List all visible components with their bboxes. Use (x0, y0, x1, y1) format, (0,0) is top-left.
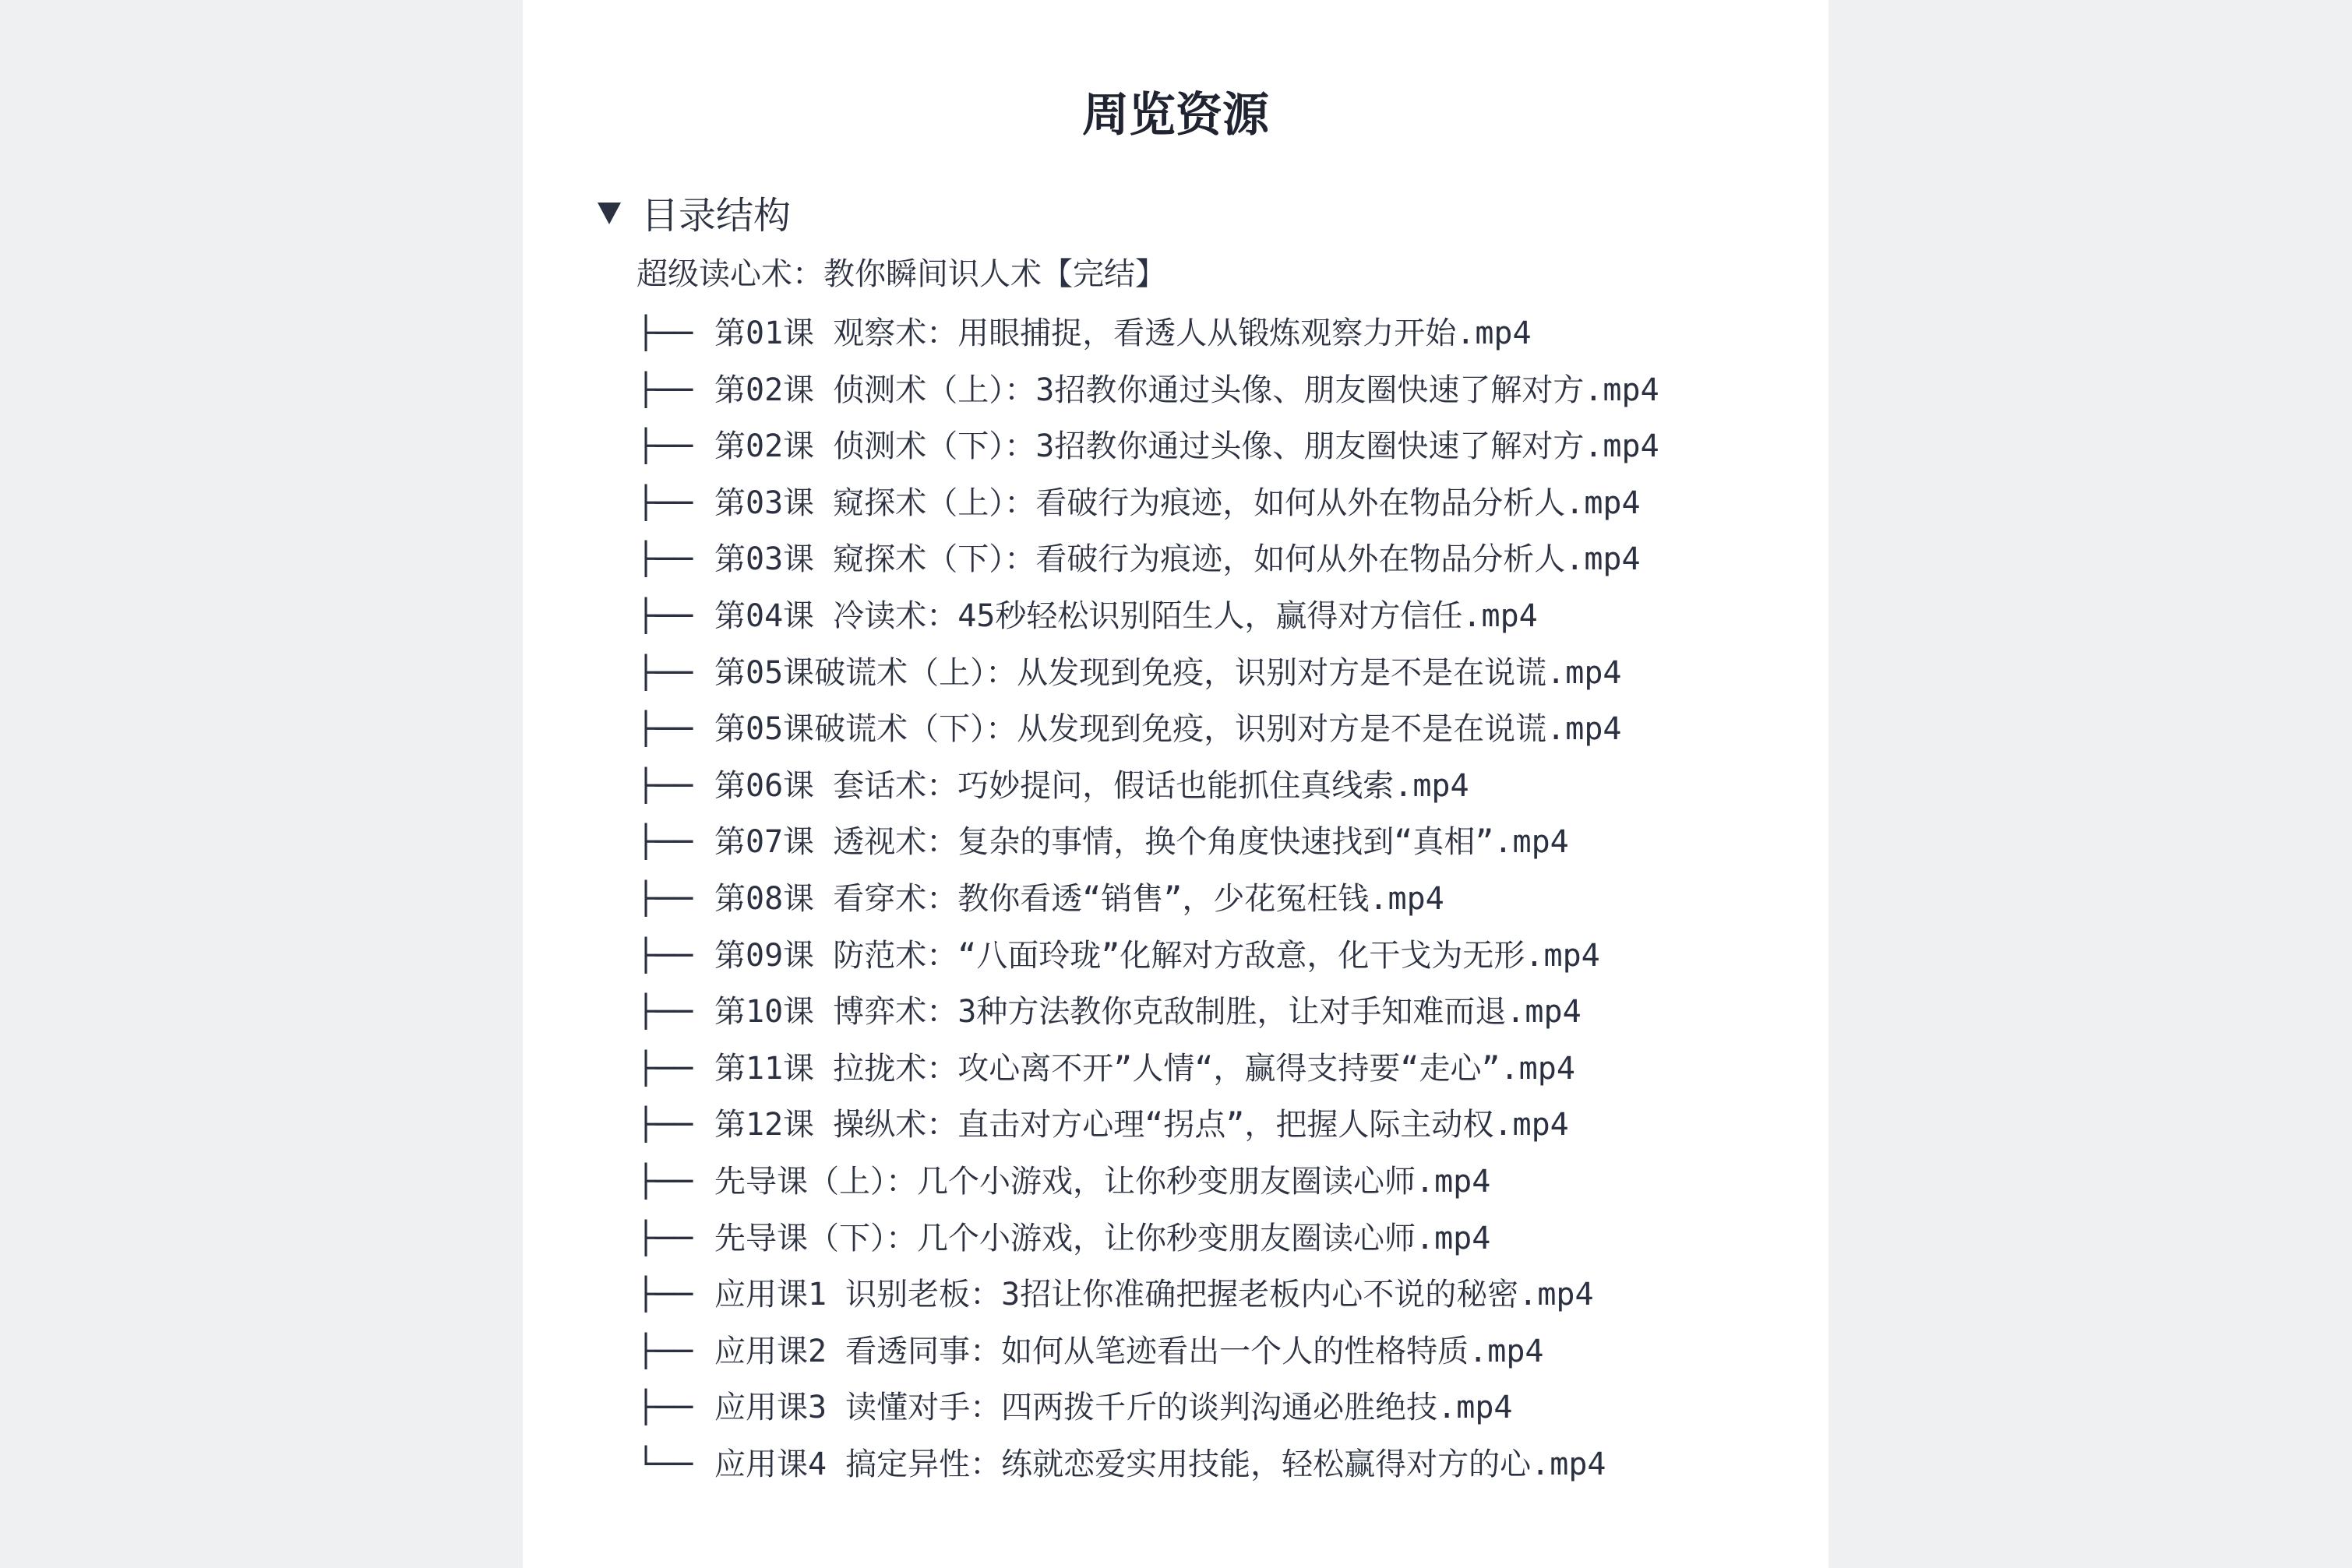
tree-branch-connector: ├── (636, 880, 693, 917)
tree-file-item[interactable] (636, 871, 1659, 928)
tree-file-item[interactable] (636, 758, 1659, 815)
file-name: 第07课 透视术：复杂的事情，换个角度快速找到“真相”.mp4 (714, 824, 1569, 861)
file-name: 先导课（下）：几个小游戏，让你秒变朋友圈读心师.mp4 (714, 1220, 1491, 1256)
tree-file-item[interactable] (636, 588, 1659, 645)
tree-branch-connector: ├── (636, 937, 693, 974)
tree-file-item[interactable] (636, 1154, 1659, 1210)
tree-file-item[interactable] (636, 1097, 1659, 1154)
file-name: 第01课 观察术：用眼捕捉，看透人从锻炼观察力开始.mp4 (714, 315, 1532, 351)
file-tree (636, 305, 1659, 1492)
tree-branch-connector: ├── (636, 1220, 693, 1256)
file-name: 应用课1 识别老板：3招让你准确把握老板内心不说的秘密.mp4 (714, 1277, 1594, 1313)
tree-branch-connector: ├── (636, 1050, 693, 1087)
file-name: 第08课 看穿术：教你看透“销售”，少花冤枉钱.mp4 (714, 880, 1444, 917)
file-name: 第03课 窥探术（下）：看破行为痕迹，如何从外在物品分析人.mp4 (714, 541, 1641, 578)
tree-file-item[interactable] (636, 928, 1659, 985)
page-title: 周览资源 (1082, 88, 1269, 143)
file-name: 第05课破谎术（上）：从发现到免疫，识别对方是不是在说谎.mp4 (714, 654, 1622, 691)
tree-branch-connector: ├── (636, 541, 693, 578)
tree-branch-connector: ├── (636, 428, 693, 465)
content-card (523, 0, 1828, 1568)
file-name: 先导课（上）：几个小游戏，让你秒变朋友圈读心师.mp4 (714, 1163, 1491, 1200)
tree-file-item[interactable] (636, 1323, 1659, 1380)
tree-file-item[interactable] (636, 1210, 1659, 1267)
file-name: 第10课 博弈术：3种方法教你克敌制胜，让对手知难而退.mp4 (714, 994, 1582, 1031)
tree-file-item[interactable] (636, 362, 1659, 419)
tree-file-item[interactable] (636, 645, 1659, 702)
tree-file-item[interactable] (636, 814, 1659, 871)
tree-branch-connector: ├── (636, 1333, 693, 1369)
tree-branch-connector: ├── (636, 1390, 693, 1426)
caret-down-icon (598, 203, 621, 224)
tree-file-item[interactable] (636, 984, 1659, 1041)
file-name: 第02课 侦测术（下）：3招教你通过头像、朋友圈快速了解对方.mp4 (714, 428, 1659, 465)
tree-branch-connector: ├── (636, 767, 693, 804)
file-name: 第02课 侦测术（上）：3招教你通过头像、朋友圈快速了解对方.mp4 (714, 372, 1659, 408)
tree-branch-connector: └── (636, 1446, 693, 1482)
tree-branch-connector: ├── (636, 1107, 693, 1143)
file-name: 第11课 拉拢术：攻心离不开”人情“，赢得支持要“走心”.mp4 (714, 1050, 1575, 1087)
tree-branch-connector: ├── (636, 654, 693, 691)
file-name: 第04课 冷读术：45秒轻松识别陌生人，赢得对方信任.mp4 (714, 597, 1538, 634)
tree-file-item[interactable] (636, 1436, 1659, 1493)
tree-file-item[interactable] (636, 1379, 1659, 1436)
tree-branch-connector: ├── (636, 372, 693, 408)
tree-branch-connector: ├── (636, 597, 693, 634)
file-name: 第09课 防范术：“八面玲珑”化解对方敌意，化干戈为无形.mp4 (714, 937, 1600, 974)
tree-file-item[interactable] (636, 1267, 1659, 1323)
tree-branch-connector: ├── (636, 711, 693, 748)
tree-file-item[interactable] (636, 305, 1659, 362)
file-name: 应用课3 读懂对手：四两拨千斤的谈判沟通必胜绝技.mp4 (714, 1390, 1513, 1426)
file-name: 应用课2 看透同事：如何从笔迹看出一个人的性格特质.mp4 (714, 1333, 1544, 1369)
tree-branch-connector: ├── (636, 1277, 693, 1313)
file-name: 应用课4 搞定异性：练就恋爱实用技能，轻松赢得对方的心.mp4 (714, 1446, 1606, 1482)
file-name: 第12课 操纵术：直击对方心理“拐点”，把握人际主动权.mp4 (714, 1107, 1569, 1143)
tree-branch-connector: ├── (636, 484, 693, 521)
tree-branch-connector: ├── (636, 994, 693, 1031)
tree-file-item[interactable] (636, 475, 1659, 532)
tree-file-item[interactable] (636, 418, 1659, 475)
tree-branch-connector: ├── (636, 315, 693, 351)
tree-branch-connector: ├── (636, 824, 693, 861)
tree-file-item[interactable] (636, 701, 1659, 758)
file-name: 第03课 窥探术（上）：看破行为痕迹，如何从外在物品分析人.mp4 (714, 484, 1641, 521)
tree-branch-connector: ├── (636, 1163, 693, 1200)
directory-toggle-label: 目录结构 (641, 193, 792, 238)
directory-toggle[interactable] (598, 184, 791, 240)
file-name: 第06课 套话术：巧妙提问，假话也能抓住真线索.mp4 (714, 767, 1469, 804)
tree-file-item[interactable] (636, 531, 1659, 588)
file-name: 第05课破谎术（下）：从发现到免疫，识别对方是不是在说谎.mp4 (714, 711, 1622, 748)
tree-root-folder: 超级读心术：教你瞬间识人术【完结】 (636, 256, 1166, 292)
tree-file-item[interactable] (636, 1041, 1659, 1098)
